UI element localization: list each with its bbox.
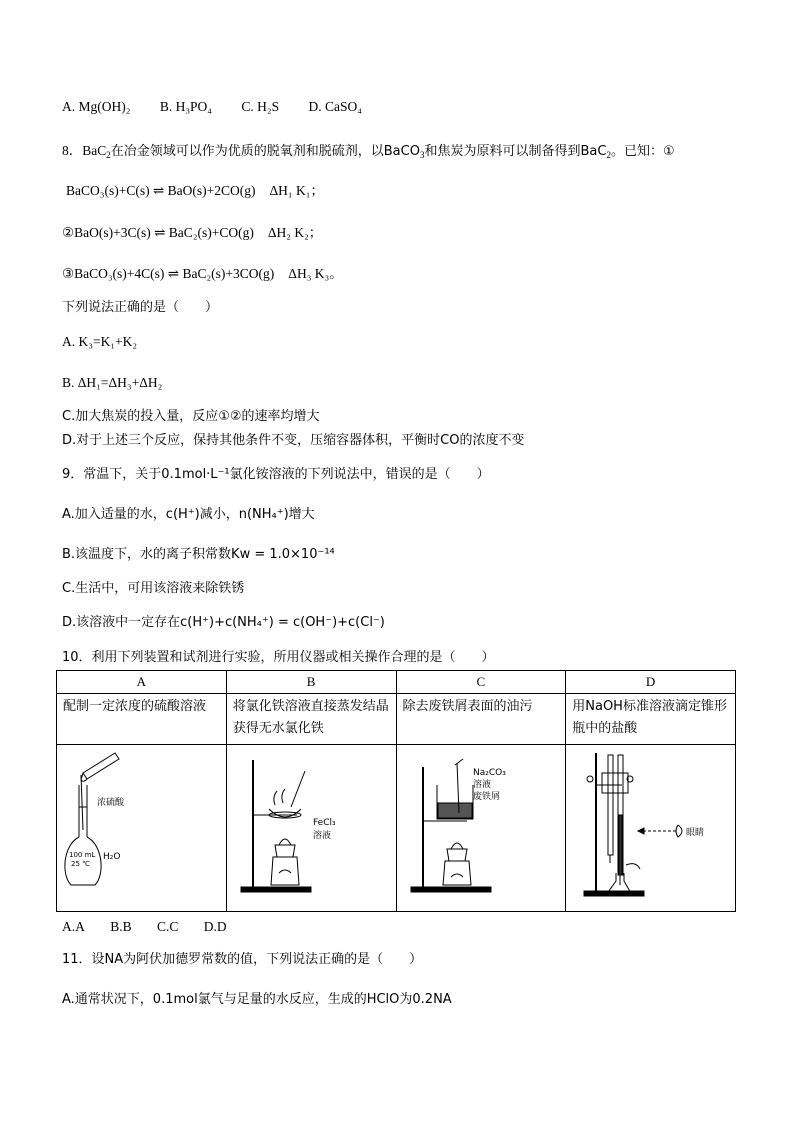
q10-answer-a: A.A bbox=[62, 919, 85, 934]
desc-d: 用NaOH标准溶液滴定锥形瓶中的盐酸 bbox=[566, 694, 736, 745]
q8-option-b: B. ΔH₁=ΔH₃+ΔH₂ bbox=[62, 375, 163, 390]
label-solution: 溶液 bbox=[312, 831, 331, 841]
label-scrap-iron: 废铁屑 bbox=[472, 792, 500, 802]
q8-reaction-1-tail: ΔH₁ K₁； bbox=[269, 183, 324, 198]
q8-reaction-1-eq: BaCO₃(s)+C(s) ⇌ BaO(s)+2CO(g) bbox=[66, 183, 256, 198]
table-image-row bbox=[57, 745, 736, 912]
desc-a: 配制一定浓度的硫酸溶液 bbox=[57, 694, 227, 745]
q8-reaction-2 bbox=[62, 224, 322, 242]
q8-stem: 8．BaC$_2$在冶金领域可以作为优质的脱氧剂和脱硫剂，以BaCO$_3$和焦炭为原料可以制备得到BaC$_2$。已知：① bbox=[62, 143, 675, 160]
q7-options bbox=[62, 98, 388, 116]
heating-beaker-diagram bbox=[397, 745, 565, 911]
col-header-a: A bbox=[57, 671, 227, 694]
image-a-volumetric-flask bbox=[57, 745, 227, 912]
label-concentrated-acid: 浓硫酸 bbox=[97, 798, 125, 808]
label-25c: 25 ℃ bbox=[71, 860, 90, 868]
q10-apparatus-table bbox=[56, 670, 736, 912]
evaporation-diagram bbox=[227, 745, 395, 911]
q9-option-c: C.生活中，可用该溶液来除铁锈 bbox=[62, 581, 245, 596]
image-b-evaporating-dish bbox=[226, 745, 396, 912]
q8-reaction-3 bbox=[62, 265, 343, 283]
q7-option-c: C. H₂S bbox=[241, 99, 280, 114]
q8-stem-b: 在冶金领域可以作为优质的脱氧剂和脱硫剂，以BaCO bbox=[110, 144, 420, 159]
q7-option-d: D. CaSO₄ bbox=[308, 99, 362, 114]
image-c-beaker-heating bbox=[396, 745, 566, 912]
q9-option-d: D.该溶液中一定存在c(H⁺)+c(NH₄⁺) = c(OH⁻)+c(Cl⁻) bbox=[62, 615, 385, 630]
col-header-b: B bbox=[226, 671, 396, 694]
q8-stem-a: 8．BaC bbox=[62, 143, 107, 158]
q8-reaction-2-eq: ②BaO(s)+3C(s) ⇌ BaC₂(s)+CO(g) bbox=[62, 225, 254, 240]
q9-option-a: A.加入适量的水，c(H⁺)减小，n(NH₄⁺)增大 bbox=[62, 507, 315, 522]
q11-stem: 11．设NA为阿伏加德罗常数的值，下列说法正确的是（ ） bbox=[62, 952, 423, 967]
q7-option-b: B. H₃PO₄ bbox=[159, 99, 213, 114]
q8-reaction-3-tail: ΔH₃ K₃。 bbox=[288, 266, 343, 281]
q10-answers bbox=[62, 918, 253, 936]
label-100ml: 100 mL bbox=[69, 851, 96, 859]
col-header-d: D bbox=[566, 671, 736, 694]
label-water: H₂O bbox=[103, 852, 121, 862]
col-header-c: C bbox=[396, 671, 566, 694]
q8-reaction-1 bbox=[66, 182, 324, 200]
image-d-titration bbox=[566, 745, 736, 912]
q8-reaction-2-tail: ΔH₂ K₂； bbox=[267, 225, 323, 240]
q8-stem-d: 。已知：① bbox=[610, 144, 675, 159]
table-desc-row bbox=[57, 694, 736, 745]
label-eye: 眼睛 bbox=[686, 828, 705, 838]
q10-stem: 10．利用下列装置和试剂进行实验，所用仪器或相关操作合理的是（ ） bbox=[62, 650, 495, 665]
q9-option-b: B.该温度下，水的离子积常数Kw = 1.0×10⁻¹⁴ bbox=[62, 547, 335, 562]
q10-answer-d: D.D bbox=[203, 919, 227, 934]
volumetric-flask-diagram bbox=[57, 745, 225, 911]
q8-option-a: A. K₃=K₁+K₂ bbox=[62, 334, 138, 349]
titration-diagram bbox=[566, 745, 734, 911]
desc-b: 将氯化铁溶液直接蒸发结晶获得无水氯化铁 bbox=[226, 694, 396, 745]
desc-c: 除去废铁屑表面的油污 bbox=[396, 694, 566, 745]
q8-stem-c: 和焦炭为原料可以制备得到BaC bbox=[424, 144, 607, 159]
label-solution: 溶液 bbox=[472, 780, 491, 790]
q10-answer-b: B.B bbox=[110, 919, 132, 934]
q7-option-a: A. Mg(OH)₂ bbox=[62, 99, 131, 114]
q9-stem: 9．常温下，关于0.1mol·L⁻¹氯化铵溶液的下列说法中，错误的是（ ） bbox=[62, 467, 490, 482]
label-na2co3: Na₂CO₃ bbox=[472, 768, 506, 778]
table-header-row bbox=[57, 671, 736, 694]
q8-reaction-3-eq: ③BaCO₃(s)+4C(s) ⇌ BaC₂(s)+3CO(g) bbox=[62, 266, 275, 281]
q8-question: 下列说法正确的是（ ） bbox=[62, 300, 219, 315]
q10-answer-c: C.C bbox=[157, 919, 179, 934]
q11-option-a: A.通常状况下，0.1mol氯气与足量的水反应，生成的HClO为0.2NA bbox=[62, 992, 452, 1007]
q8-option-d: D.对于上述三个反应，保持其他条件不变，压缩容器体积，平衡时CO的浓度不变 bbox=[62, 433, 525, 448]
q8-option-c: C.加大焦炭的投入量，反应①②的速率均增大 bbox=[62, 409, 320, 424]
label-fecl3: FeCl₃ bbox=[312, 818, 336, 828]
